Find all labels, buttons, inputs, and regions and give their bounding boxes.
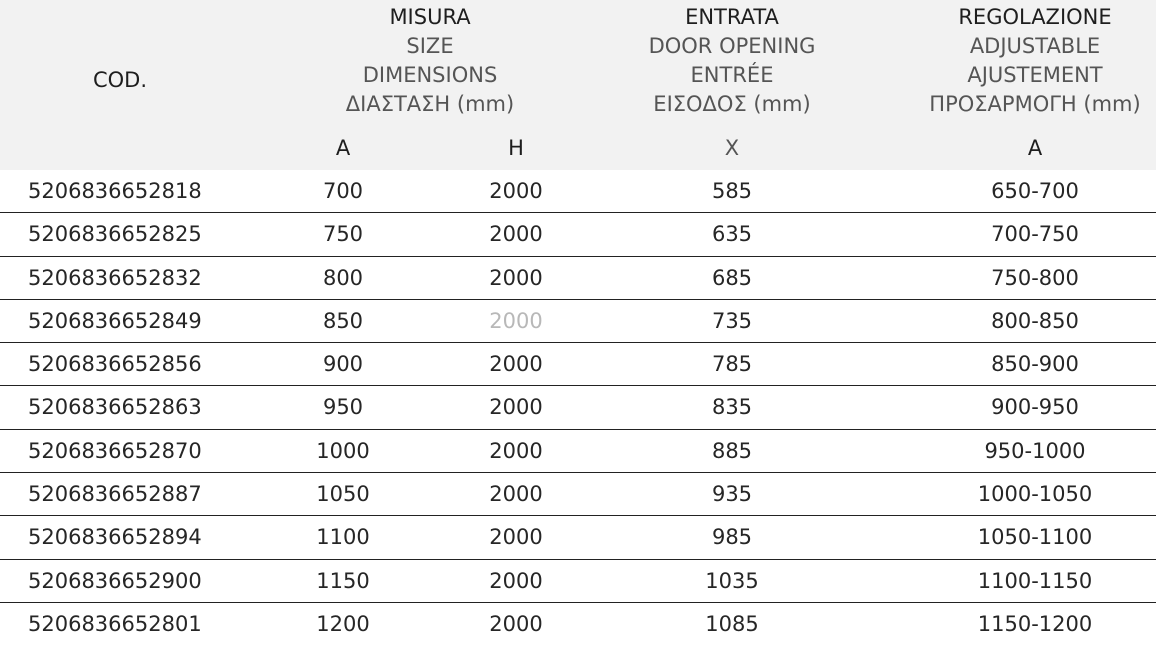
header-entry-fr: ENTRÉE [690, 63, 774, 87]
cell-code: 5206836652856 [28, 352, 202, 377]
table-row [0, 430, 1156, 473]
cell-adjust-a: 1100-1150 [977, 568, 1093, 593]
cell-size-a: 1100 [316, 525, 370, 550]
header-size [330, 3, 530, 119]
header-entry-gr: ΕΙΣΟΔΟΣ (mm) [653, 92, 811, 116]
cell-entry-x: 585 [711, 179, 753, 203]
cell-adjust-a: 900-950 [991, 395, 1079, 420]
header-adjust [915, 3, 1155, 119]
cell-code: 5206836652818 [28, 179, 202, 203]
header-size-fr: DIMENSIONS [362, 63, 498, 87]
table-row [0, 170, 1156, 213]
table-row [0, 257, 1156, 300]
cell-adjust-a: 1150-1200 [977, 611, 1093, 636]
cell-size-a: 750 [322, 222, 364, 247]
header-adjust-gr: ΠΡΟΣΑΡΜΟΓΗ (mm) [929, 92, 1141, 116]
cell-entry-x: 1085 [705, 611, 759, 636]
cell-adjust-a: 1000-1050 [977, 482, 1093, 507]
cell-size-a: 1000 [316, 438, 370, 463]
table-row [0, 300, 1156, 343]
cell-adjust-a: 950-1000 [984, 438, 1086, 463]
cell-code: 5206836652900 [28, 568, 202, 593]
cell-entry-x: 835 [711, 395, 753, 420]
cell-entry-x: 735 [711, 308, 753, 333]
table-row [0, 516, 1156, 559]
cell-code: 5206836652832 [28, 265, 202, 290]
header-entry-en: DOOR OPENING [648, 34, 816, 58]
header-size-en: SIZE [406, 34, 454, 58]
cell-code: 5206836652863 [28, 395, 202, 420]
header-size-it: MISURA [389, 5, 471, 29]
subheader-size-a: A [335, 136, 351, 160]
cell-adjust-a: 650-700 [991, 179, 1079, 203]
table-row [0, 560, 1156, 603]
cell-adjust-a: 750-800 [991, 265, 1079, 290]
cell-size-a: 900 [322, 352, 364, 377]
cell-size-a: 800 [322, 265, 364, 290]
header-entry [622, 3, 842, 119]
cell-size-h: 2000 [489, 438, 543, 463]
header-adjust-fr: AJUSTEMENT [967, 63, 1103, 87]
header-adjust-it: REGOLAZIONE [958, 5, 1112, 29]
cell-code: 5206836652825 [28, 222, 202, 247]
table-row [0, 213, 1156, 256]
cell-entry-x: 935 [711, 482, 753, 507]
header-size-gr: ΔΙΑΣΤΑΣΗ (mm) [345, 92, 515, 116]
cell-size-a: 700 [322, 179, 364, 203]
cell-size-h: 2000 [489, 308, 543, 333]
cell-code: 5206836652894 [28, 525, 202, 550]
cell-size-h: 2000 [489, 222, 543, 247]
cell-adjust-a: 800-850 [991, 308, 1079, 333]
cell-size-h: 2000 [489, 352, 543, 377]
header-adjust-en: ADJUSTABLE [969, 34, 1101, 58]
cell-entry-x: 985 [711, 525, 753, 550]
subheader-adjust-a: A [1027, 136, 1043, 160]
cell-size-a: 1150 [316, 568, 370, 593]
cell-entry-x: 885 [711, 438, 753, 463]
table-row [0, 473, 1156, 516]
cell-size-a: 1050 [316, 482, 370, 507]
cell-size-a: 850 [322, 308, 364, 333]
table-row [0, 343, 1156, 386]
cell-size-a: 1200 [316, 611, 370, 636]
cell-entry-x: 785 [711, 352, 753, 377]
cell-size-a: 950 [322, 395, 364, 420]
table-header [0, 0, 1156, 170]
header-code: COD. [92, 68, 148, 92]
subheader-entry-x: X [724, 136, 740, 160]
cell-size-h: 2000 [489, 611, 543, 636]
cell-entry-x: 1035 [705, 568, 759, 593]
cell-adjust-a: 850-900 [991, 352, 1079, 377]
table-row [0, 603, 1156, 646]
table-body [0, 170, 1156, 646]
cell-size-h: 2000 [489, 265, 543, 290]
cell-entry-x: 685 [711, 265, 753, 290]
cell-adjust-a: 700-750 [991, 222, 1079, 247]
cell-code: 5206836652870 [28, 438, 202, 463]
subheader-size-h: H [508, 136, 524, 160]
cell-size-h: 2000 [489, 525, 543, 550]
cell-size-h: 2000 [489, 395, 543, 420]
cell-size-h: 2000 [489, 568, 543, 593]
cell-code: 5206836652887 [28, 482, 202, 507]
table-row [0, 386, 1156, 429]
cell-size-h: 2000 [489, 482, 543, 507]
cell-adjust-a: 1050-1100 [977, 525, 1093, 550]
cell-code: 5206836652801 [28, 611, 202, 636]
cell-size-h: 2000 [489, 179, 543, 203]
cell-entry-x: 635 [711, 222, 753, 247]
header-entry-it: ENTRATA [685, 5, 779, 29]
cell-code: 5206836652849 [28, 308, 202, 333]
